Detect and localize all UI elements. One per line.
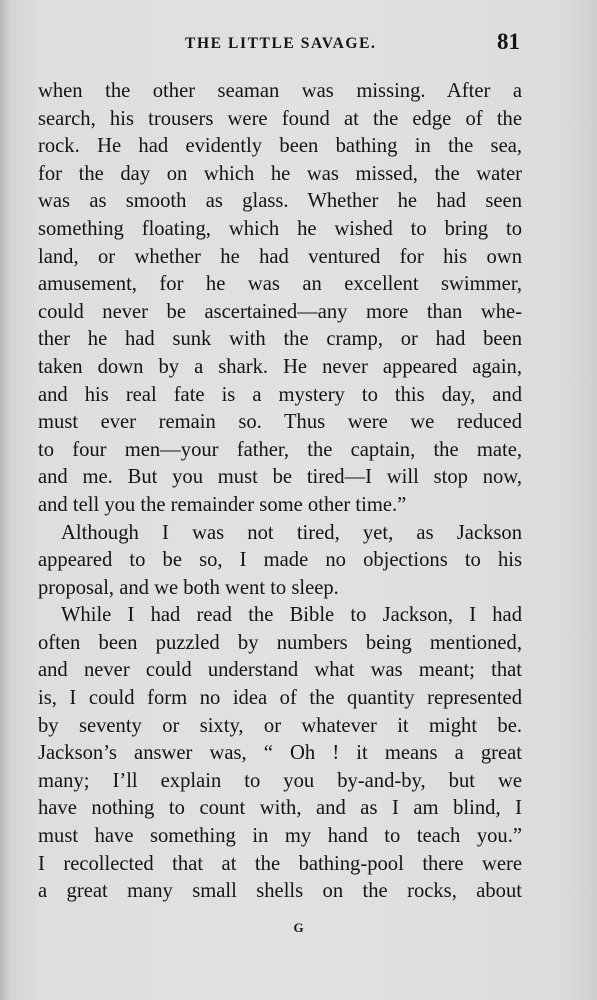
text-line: must ever remain so. Thus were we reduced [38, 411, 522, 434]
page-number: 81 [497, 29, 520, 54]
signature-mark: G [293, 920, 304, 935]
paragraph-first-line: Although I was not tired, yet, as Jackson [61, 521, 522, 544]
text-line: could never be ascertained—any more than whe- [38, 300, 522, 323]
text-line: often been puzzled by numbers being mentioned, [38, 631, 522, 654]
text-line: proposal, and we both went to sleep. [38, 576, 339, 599]
text-line: land, or whether he had ventured for his own [38, 245, 522, 268]
running-head [0, 29, 597, 59]
text-line: for the day on which he was missed, the water [38, 162, 522, 185]
text-line: Jackson’s answer was, “ Oh ! it means a great [38, 742, 522, 765]
text-line: to four men—your father, the captain, the mate, [38, 438, 522, 461]
text-line: many; I’ll explain to you by-and-by, but we [38, 769, 522, 792]
text-line: a great many small shells on the rocks, about [38, 880, 522, 903]
text-line: must have something in my hand to teach you.” [38, 825, 522, 848]
text-line: and tell you the remainder some other time.” [38, 493, 407, 516]
body-text [38, 78, 522, 906]
text-line: is, I could form no idea of the quantity represented [38, 687, 522, 710]
text-line: ther he had sunk with the cramp, or had been [38, 328, 522, 351]
text-line: something floating, which he wished to bring to [38, 217, 522, 240]
text-line: search, his trousers were found at the edge of the [38, 107, 522, 130]
text-line: taken down by a shark. He never appeared again, [38, 355, 522, 378]
text-line: rock. He had evidently been bathing in the sea, [38, 135, 522, 158]
text-line: by seventy or sixty, or whatever it might be. [38, 714, 522, 737]
text-line: amusement, for he was an excellent swimmer, [38, 273, 522, 296]
text-line: and never could understand what was meant; that [38, 659, 522, 682]
text-line: and his real fate is a mystery to this day, and [38, 383, 522, 406]
text-line: appeared to be so, I made no objections to his [38, 549, 522, 572]
text-line: was as smooth as glass. Whether he had seen [38, 190, 522, 213]
text-line: when the other seaman was missing. After a [38, 80, 522, 102]
paragraph-first-line: While I had read the Bible to Jackson, I had [61, 604, 522, 627]
running-title: THE LITTLE SAVAGE. [185, 35, 377, 52]
text-line: and me. But you must be tired—I will stop now, [38, 466, 522, 489]
text-line: I recollected that at the bathing-pool there were [38, 852, 522, 875]
text-line: have nothing to count with, and as I am blind, I [38, 797, 522, 820]
